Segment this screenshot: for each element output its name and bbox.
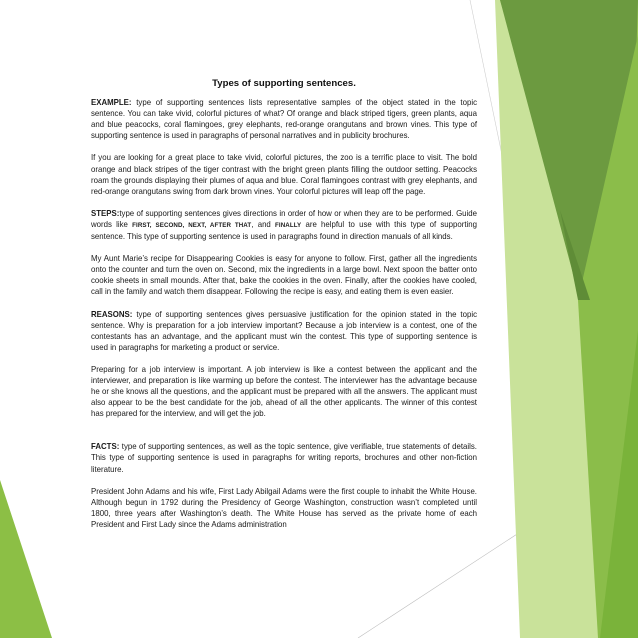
facts-lead: FACTS: bbox=[91, 442, 120, 452]
left-green-wedge bbox=[0, 480, 52, 638]
steps-lead: STEPS: bbox=[91, 208, 120, 218]
example-paragraph bbox=[91, 97, 477, 141]
reasons-text: type of supporting sentences gives persuasive justification for the opinion stated in the topic sentence. Why is preparation for a job interview important? Because a job interview is a contest, one of the contestants has an advantage, and the applicant must win the contest. This type of supporting sentence is used in paragraphs for marketing a product or service. bbox=[91, 309, 477, 352]
reasons-lead: REASONS: bbox=[91, 309, 133, 319]
document-body bbox=[91, 78, 477, 541]
zoo-paragraph: If you are looking for a great place to take vivid, colorful pictures, the zoo is a terrific place to visit. The bold orange and black stripes of the tiger contrast with the bright green plants filling the outdoor setting. Peacocks roam the grounds displaying their plumes of aqua and blue. Coral flamingoes contrast with grey elephants, and red-orange orangutans swing from dark brown vines. Your colorful pictures will leap off the page. bbox=[91, 153, 477, 196]
steps-text-middle: , and bbox=[251, 219, 276, 229]
guide-word-finally: FINALLY bbox=[275, 221, 302, 229]
example-lead: EXAMPLE: bbox=[91, 98, 132, 108]
example-text: type of supporting sentences lists representative samples of the object stated in the topic sentence. You can take vivid, colorful pictures of what? Of orange and black striped tigers, green plants, aqua and blue peacocks, coral flamingoes, grey elephants, red-orange orangutans and brown vines. This type of supporting sentence is used in paragraphs of personal narratives and in publicity brochures. bbox=[91, 98, 477, 141]
steps-text-after: are helpful to use with this type of supporting sentence. This type of supporting sentence is used in paragraphs found in direction manuals of all kinds. bbox=[91, 219, 477, 242]
guide-words: FIRST, SECOND, NEXT, AFTER THAT bbox=[132, 221, 252, 229]
steps-paragraph bbox=[91, 208, 477, 242]
facts-paragraph bbox=[91, 441, 477, 474]
adams-paragraph: President John Adams and his wife, First Lady Abilgail Adams were the first couple to inhabit the White House. Although begun in 1792 during the Presidency of George Washington, construction wasn’t completed until 1800, three years after Washington’s death. The White House has served as the private home of each President and First Lady since the Adams administration bbox=[91, 486, 477, 529]
reasons-paragraph bbox=[91, 309, 477, 353]
recipe-paragraph: My Aunt Marie’s recipe for Disappearing Cookies is easy for anyone to follow. First, gather all the ingredients onto the counter and turn the oven on. Second, mix the ingredients in a large bowl. Next spoon the batter onto cookie sheets in small mounds. After that, bake the cookies in the oven. Finally, after the cookies have cooled, call in the family and watch them disappear. Following the recipe is easy, and eating them is even easier. bbox=[91, 254, 477, 297]
facts-text: type of supporting sentences, as well as the topic sentence, give verifiable, true statements of details. This type of supporting sentence is used in paragraphs for writing reports, brochures and other non-fiction literature. bbox=[91, 442, 477, 474]
steps-text-before: type of supporting sentences gives directions in order of how or when they are to be performed. Guide words like bbox=[91, 208, 477, 229]
document-title: Types of supporting sentences. bbox=[212, 78, 356, 89]
interview-paragraph: Preparing for a job interview is important. A job interview is like a contest between the applicant and the interviewer, and preparation is like warming up before the contest. The interviewer has the advantage because he or she knows all the questions, and the applicant must be prepared with all the answers. The applicant must also appear to be the best candidate for the job, ahead of all the other applicants. The winner of this contest has prepared for the interview, and will get the job. bbox=[91, 364, 477, 419]
